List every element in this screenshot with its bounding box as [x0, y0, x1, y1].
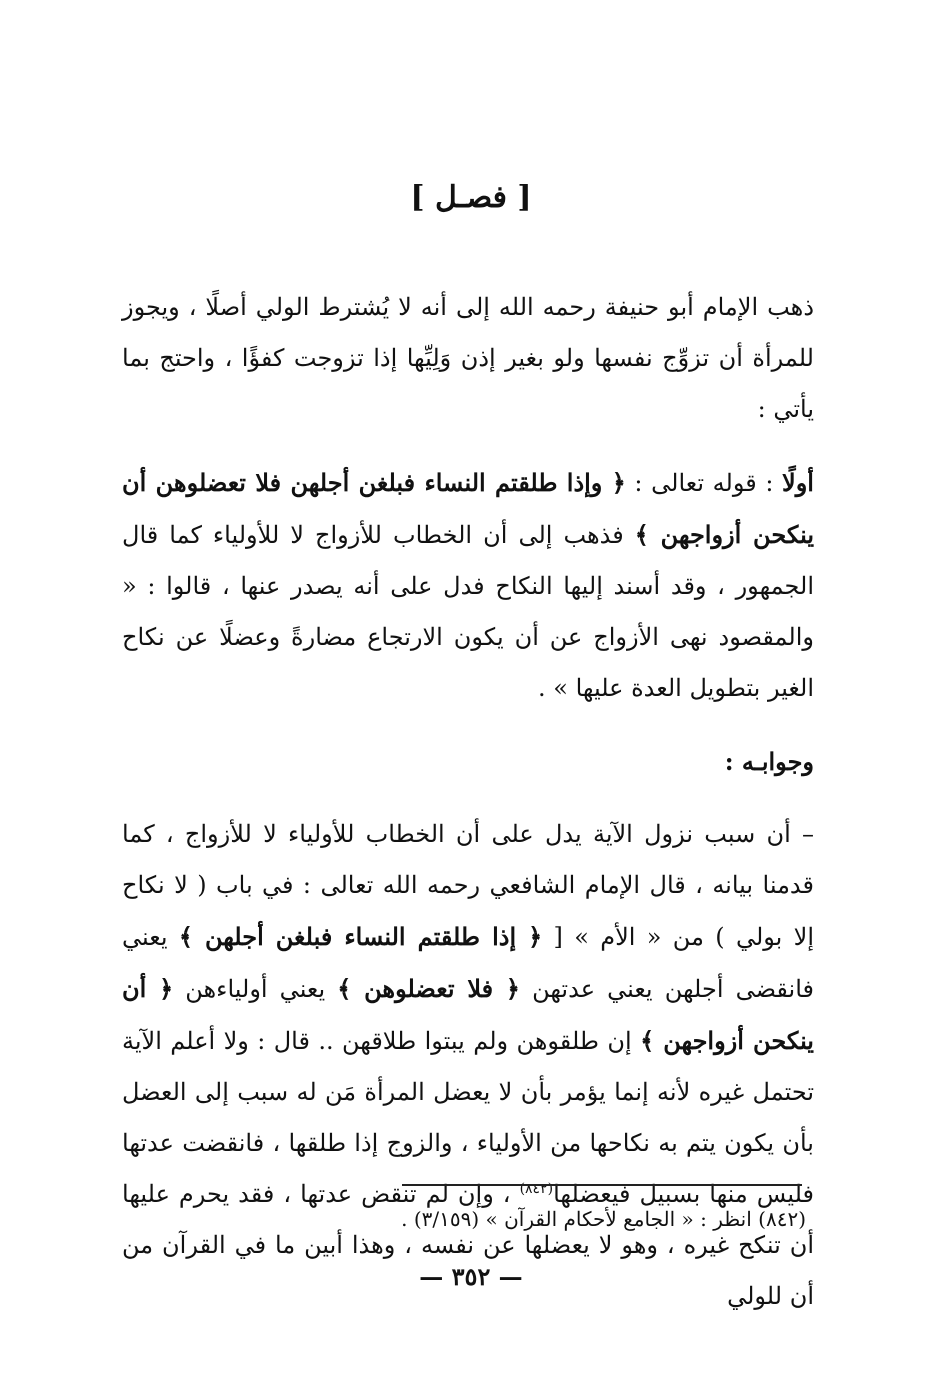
footnote-divider [402, 1184, 802, 1186]
text-run: إن طلقوهن ولم يبتوا طلاقهن .. قال : ولا أعلم الآية تحتمل غيره لأنه إنما يؤمر بأن لا يعضل المرأة مَن له سبب إلى العضل بأن يكون يتم به نكاحها من الأولياء ، والزوج إذا طلقها ، فانقضت عدتها فليس منها بسبيل فيعضلها [122, 1027, 814, 1208]
page-number: — ٣٥٢ — [419, 1262, 523, 1291]
paragraph-gap [122, 714, 814, 736]
paragraph-gap [122, 787, 814, 809]
section-title: [ فصـل ] [410, 180, 532, 215]
paragraph-answer [122, 809, 814, 1322]
quran-verse: ﴿ أن ينكحن أزواجهن ﴾ [122, 974, 814, 1055]
lead-word: أولًا [782, 468, 814, 497]
quran-verse: ﴿ فلا تعضلوهن ﴾ [337, 974, 520, 1003]
quran-verse: ﴿ وإذا طلقتم النساء فبلغن أجلهن فلا تعضلوهن أن ينكحن أزواجهن ﴾ [122, 468, 814, 549]
paragraph-gap [122, 435, 814, 457]
main-text [122, 282, 814, 1322]
text-run: فذهب إلى أن الخطاب للأزواج لا للأولياء كما قال الجمهور ، وقد أسند إليها النكاح فدل على أنه يصدر عنها ، قالوا : « والمقصود نهى الأزواج عن أن يكون الارتجاع مضارةً وعضلًا عن نكاح الغير بتطويل العدة عليها » . [122, 521, 814, 702]
text-run: ، وإن لم تنقض عدتها ، فقد يحرم عليها أن تنكح غيره ، وهو لا يعضلها عن نفسه ، وهذا أبين ما في القرآن من أن للولي [122, 1180, 814, 1310]
quran-verse: ﴿ إذا طلقتم النساء فبلغن أجلهن ﴾ [178, 922, 543, 951]
text-run: – أن سبب نزول الآية يدل على أن الخطاب للأولياء لا للأزواج ، كما قدمنا بيانه ، قال الإمام الشافعي رحمه الله تعالى : في باب ( لا نكاح إلا بولي ) من « الأم » [ [122, 820, 815, 951]
footnote: (٨٤٢) انظر : « الجامع لأحكام القرآن » (٣/١٥٩) . [401, 1207, 806, 1231]
paragraph-first-argument [122, 457, 814, 714]
text-run: يعني أولياءهن [173, 975, 338, 1003]
footnote-reference[interactable]: (٨٤٢) [519, 1181, 554, 1197]
answer-heading: وجوابـه : [724, 747, 814, 776]
text-run: : قوله تعالى : [625, 469, 783, 497]
paragraph-intro: ذهب الإمام أبو حنيفة رحمه الله إلى أنه لا يُشترط الولي أصلًا ، ويجوز للمرأة أن تزوِّج نفسها ولو بغير إذن وَلِيِّها إذا تزوجت كفؤًا ، واحتج بما يأتي : [122, 293, 814, 423]
text-run: يعني فانقضى أجلهن يعني عدتهن [122, 923, 814, 1003]
